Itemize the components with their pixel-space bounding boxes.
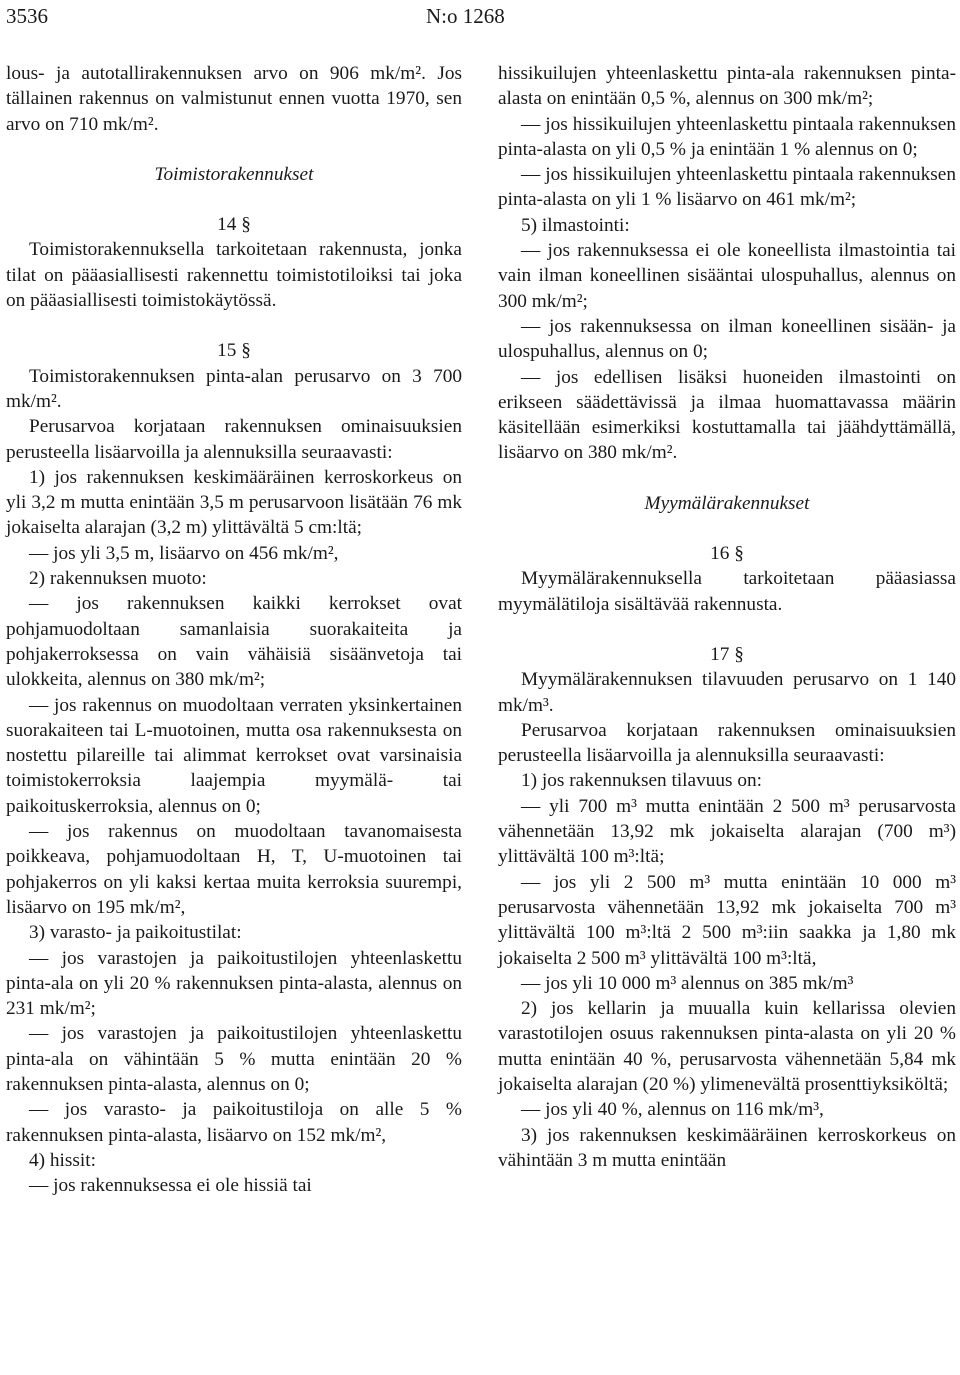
paragraph: 2) jos kellarin ja muualla kuin kellarissa olevien varastotilojen osuus rakennuksen pinta-alasta on yli 20 % mutta enintään 40 %, perusarvosta vähennetään 5,84 mk jokaiselta alarajan (20 %) ylimenevältä prosenttiyksiköltä;: [498, 998, 956, 1095]
spacer: [6, 187, 462, 212]
paragraph: 1) jos rakennuksen tilavuus on:: [521, 770, 762, 792]
section-heading: Myymälärakennukset: [644, 492, 810, 514]
section-number: 15 §: [217, 340, 251, 362]
paragraph: 3) varasto- ja paikoitustilat:: [29, 922, 242, 944]
paragraph: Myymälärakennuksella tarkoitetaan pääasiassa myymälätiloja sisältävää rakennusta.: [498, 568, 956, 615]
paragraph: — jos varastojen ja paikoitustilojen yhteenlaskettu pinta-ala on yli 20 % rakennuksen pinta-alasta, alennus on 231 mk/m²;: [6, 947, 462, 1020]
paragraph: — jos yli 3,5 m, lisäarvo on 456 mk/m²,: [29, 542, 339, 564]
paragraph: hissikuilujen yhteenlaskettu pinta-ala rakennuksen pinta-alasta on enintään 0,5 %, alennus on 300 mk/m²;: [498, 63, 956, 110]
paragraph: — jos rakennus on muodoltaan verraten yksinkertainen suorakaiteen tai L-muotoinen, mutta osa rakennuksesta on nostettu pilareille tai alimmat kerrokset ovat varsinaisia toimistokerroksia laajempia myymälä- tai paikoituskerroksia, alennus on 0;: [6, 694, 462, 817]
spacer: [498, 617, 956, 642]
paragraph: Perusarvoa korjataan rakennuksen ominaisuuksien perusteella lisäarvoilla ja alennuksilla seuraavasti:: [498, 719, 956, 767]
left-column: [6, 61, 462, 1198]
paragraph: — jos hissikuilujen yhteenlaskettu pintaala rakennuksen pinta-alasta on yli 0,5 % ja enintään 1 % alennus on 0;: [498, 113, 956, 160]
paragraph: Perusarvoa korjataan rakennuksen ominaisuuksien perusteella lisäarvoilla ja alennuksilla seuraavasti:: [6, 416, 462, 463]
paragraph: — jos rakennuksessa on ilman koneellinen sisään- ja ulospuhallus, alennus on 0;: [498, 315, 956, 363]
page-header: [0, 4, 960, 30]
paragraph: — jos varasto- ja paikoitustiloja on alle 5 % rakennuksen pinta-alasta, lisäarvo on 152 mk/m²,: [6, 1099, 462, 1146]
paragraph: lous- ja autotallirakennuksen arvo on 906 mk/m². Jos tällainen rakennus on valmistunut ennen vuotta 1970, sen arvo on 710 mk/m².: [6, 63, 462, 135]
spacer: [498, 466, 956, 491]
spacer: [6, 137, 462, 162]
paragraph: — jos edellisen lisäksi huoneiden ilmastointi on erikseen säädettävissä ja ilmaa huomattavassa määrin käsitellään esimerkiksi kostuttamalla tai jäähdyttämällä, lisäarvo on 380 mk/m².: [498, 366, 956, 464]
paragraph: 1) jos rakennuksen keskimääräinen kerroskorkeus on yli 3,2 m mutta enintään 3,5 m perusarvoon lisätään 76 mk jokaiselta alarajan (3,2 m) ylittävältä 5 cm:ltä;: [6, 466, 462, 539]
section-number: 16 §: [710, 543, 744, 565]
page-number: 3536: [6, 4, 48, 28]
issue-number: N:o 1268: [426, 4, 505, 28]
section-number: 17 §: [710, 643, 744, 665]
paragraph: Toimistorakennuksella tarkoitetaan rakennusta, jonka tilat on pääasiallisesti rakennettu toimistotiloiksi tai joka on pääasiallisesti toimistokäytössä.: [6, 239, 462, 312]
paragraph: — jos yli 40 %, alennus on 116 mk/m³,: [521, 1099, 824, 1121]
paragraph: — jos rakennuksessa ei ole hissiä tai: [29, 1175, 312, 1197]
paragraph: Toimistorakennuksen pinta-alan perusarvo on 3 700 mk/m².: [6, 365, 462, 412]
right-column: [498, 61, 956, 1173]
paragraph: — yli 700 m³ mutta enintään 2 500 m³ perusarvosta vähennetään 13,92 mk jokaiselta alarajan (700 m³) ylittävältä 100 m³:ltä;: [498, 795, 956, 868]
paragraph: 4) hissit:: [29, 1149, 96, 1171]
section-number: 14 §: [217, 214, 251, 236]
paragraph: 2) rakennuksen muoto:: [29, 568, 207, 590]
section-heading: Toimistorakennukset: [154, 163, 314, 185]
paragraph: 3) jos rakennuksen keskimääräinen kerroskorkeus on vähintään 3 m mutta enintään: [498, 1124, 956, 1171]
paragraph: — jos rakennuksen kaikki kerrokset ovat pohjamuodoltaan samanlaisia suorakaiteita ja pohjakerroksessa on vain vähäisiä sisäänvetoja tai ulokkeita, alennus on 380 mk/m²;: [6, 593, 462, 691]
paragraph: — jos rakennus on muodoltaan tavanomaisesta poikkeava, pohjamuodoltaan H, T, U-muotoinen tai pohjakerros on yli kaksi kertaa muita kerroksia suurempi, lisäarvo on 195 mk/m²,: [6, 821, 462, 918]
paragraph: — jos rakennuksessa ei ole koneellista ilmastointia tai vain ilman koneellinen sisääntai ulospuhallus, alennus on 300 mk/m²;: [498, 240, 956, 312]
paragraph: Myymälärakennuksen tilavuuden perusarvo on 1 140 mk/m³.: [498, 669, 956, 716]
spacer: [498, 516, 956, 541]
paragraph: 5) ilmastointi:: [521, 214, 630, 236]
paragraph: — jos varastojen ja paikoitustilojen yhteenlaskettu pinta-ala on vähintään 5 % mutta enintään 20 % rakennuksen pinta-alasta, alennus on 0;: [6, 1023, 462, 1095]
paragraph: — jos hissikuilujen yhteenlaskettu pintaala rakennuksen pinta-alasta on yli 1 % lisäarvo on 461 mk/m²;: [498, 164, 956, 211]
paragraph: — jos yli 2 500 m³ mutta enintään 10 000 m³ perusarvosta vähennetään 13,92 mk jokaiselta 700 m³ ylittävältä 100 m³:ltä 2 500 m³:iin saakka ja 1,80 mk jokaiselta 2 500 m³ ylittävältä 100 m³:ltä,: [498, 871, 956, 969]
paragraph: — jos yli 10 000 m³ alennus on 385 mk/m³: [521, 972, 854, 994]
spacer: [6, 313, 462, 338]
